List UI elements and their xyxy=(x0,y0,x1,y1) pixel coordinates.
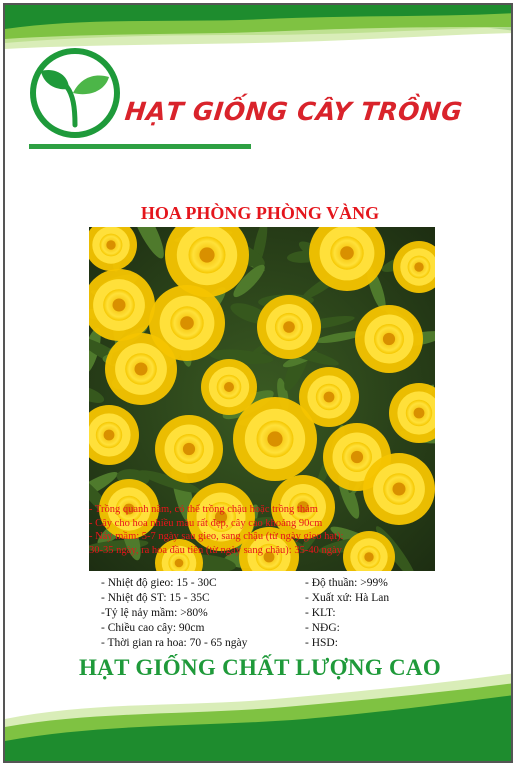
spec-row xyxy=(101,591,421,606)
bottom-wave-decoration xyxy=(5,661,513,761)
note-line: - Nảy mầm: 5-7 ngày sau gieo, sang chậu (từ ngày gieo hạt): xyxy=(89,531,344,543)
spec-plant-height: - Chiều cao cây: 90cm xyxy=(101,622,205,634)
growing-notes xyxy=(89,503,435,557)
slogan: HẠT GIỐNG CHẤT LƯỢNG CAO xyxy=(78,655,442,680)
seedling-circle-icon xyxy=(29,47,121,139)
spec-sowing-temp: - Nhiệt độ gieo: 15 - 30C xyxy=(101,577,217,589)
spec-germination-rate: -Tỷ lệ nảy mầm: >80% xyxy=(101,607,208,619)
spec-row xyxy=(101,636,421,651)
spec-purity: - Độ thuần: >99% xyxy=(305,577,388,589)
spec-origin: - Xuất xứ: Hà Lan xyxy=(305,592,390,604)
spec-growth-temp: - Nhiệt độ ST: 15 - 35C xyxy=(101,592,210,604)
brand-name: HẠT GIỐNG CÂY TRỒNG xyxy=(123,97,464,126)
spec-expiry: - HSD: xyxy=(305,637,338,649)
note-line: - Trồng quanh năm, có thể trồng chậu hoặc trồng thảm xyxy=(89,504,318,515)
spec-net-weight: - KLT: xyxy=(305,607,336,619)
spec-row xyxy=(101,606,421,621)
spec-table xyxy=(101,576,421,651)
spec-flowering-time: - Thời gian ra hoa: 70 - 65 ngày xyxy=(101,637,248,649)
note-line: 30-35 ngày, ra hoa đầu tiên (từ ngày sang chậu): 35-40 ngày xyxy=(89,544,342,556)
seed-packet xyxy=(3,3,513,763)
spec-packed-date: - NĐG: xyxy=(305,622,340,634)
brand-underline xyxy=(29,144,251,149)
spec-row xyxy=(101,621,421,636)
note-line: - Cây cho hoa nhiều màu rất đẹp, cây cao khoảng 90cm xyxy=(89,517,323,529)
spec-row xyxy=(101,576,421,591)
product-title: HOA PHÒNG PHÒNG VÀNG xyxy=(140,203,380,223)
